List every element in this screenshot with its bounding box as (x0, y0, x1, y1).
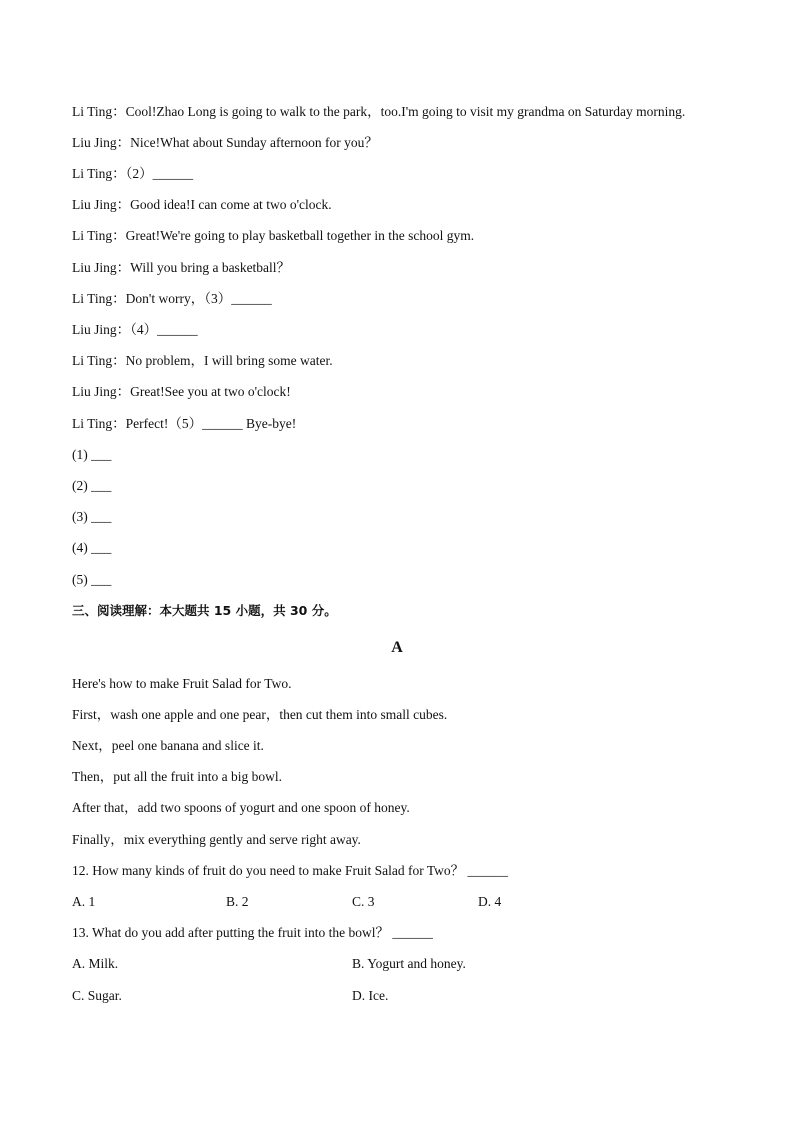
option-b: B. Yogurt and honey. (352, 956, 466, 971)
option-c: C. 3 (352, 894, 375, 909)
passage-line: Finally，mix everything gently and serve right away. (72, 832, 361, 847)
option-a: A. Milk. (72, 956, 119, 971)
dialogue-line: Li Ting：Cool!Zhao Long is going to walk to the park，too.I'm going to visit my grandma on Saturday morning. (72, 104, 686, 119)
option-c: C. Sugar. (72, 988, 122, 1003)
dialogue-line: Li Ting：Perfect!（5）______ Bye-bye! (72, 416, 297, 431)
passage-line: Here's how to make Fruit Salad for Two. (72, 676, 292, 691)
passage-line: Then，put all the fruit into a big bowl. (72, 769, 282, 784)
dialogue-line: Li Ting：Great!We're going to play basketball together in the school gym. (72, 228, 475, 243)
answer-blank: (1) ___ (72, 447, 112, 462)
option-b: B. 2 (226, 894, 249, 909)
dialogue-line: Li Ting：Don't worry，（3）______ (72, 291, 272, 306)
dialogue-line: Li Ting：（2）______ (72, 166, 194, 181)
dialogue-line: Liu Jing：Great!See you at two o'clock! (72, 384, 291, 399)
answer-blank: (2) ___ (72, 478, 112, 493)
answer-blank: (4) ___ (72, 540, 112, 555)
answer-blank: (5) ___ (72, 572, 112, 587)
option-d: D. Ice. (352, 988, 389, 1003)
option-d: D. 4 (478, 894, 502, 909)
option-a: A. 1 (72, 894, 96, 909)
dialogue-line: Li Ting：No problem，I will bring some water. (72, 353, 333, 368)
section-heading: 三、阅读理解：本大题共 15 小题，共 30 分。 (72, 603, 337, 618)
answer-blank: (3) ___ (72, 509, 112, 524)
dialogue-line: Liu Jing：Good idea!I can come at two o'clock. (72, 197, 332, 212)
dialogue-line: Liu Jing：Will you bring a basketball？ (72, 260, 291, 275)
question-stem: 13. What do you add after putting the fruit into the bowl？ ______ (72, 925, 433, 940)
passage-line: After that，add two spoons of yogurt and one spoon of honey. (72, 800, 410, 815)
passage-line: First，wash one apple and one pear，then cut them into small cubes. (72, 707, 448, 722)
passage-line: Next，peel one banana and slice it. (72, 738, 264, 753)
dialogue-line: Liu Jing：Nice!What about Sunday afternoon for you？ (72, 135, 378, 150)
question-stem: 12. How many kinds of fruit do you need to make Fruit Salad for Two？ ______ (72, 863, 509, 878)
part-title: A (391, 639, 403, 656)
dialogue-line: Liu Jing：（4）______ (72, 322, 198, 337)
